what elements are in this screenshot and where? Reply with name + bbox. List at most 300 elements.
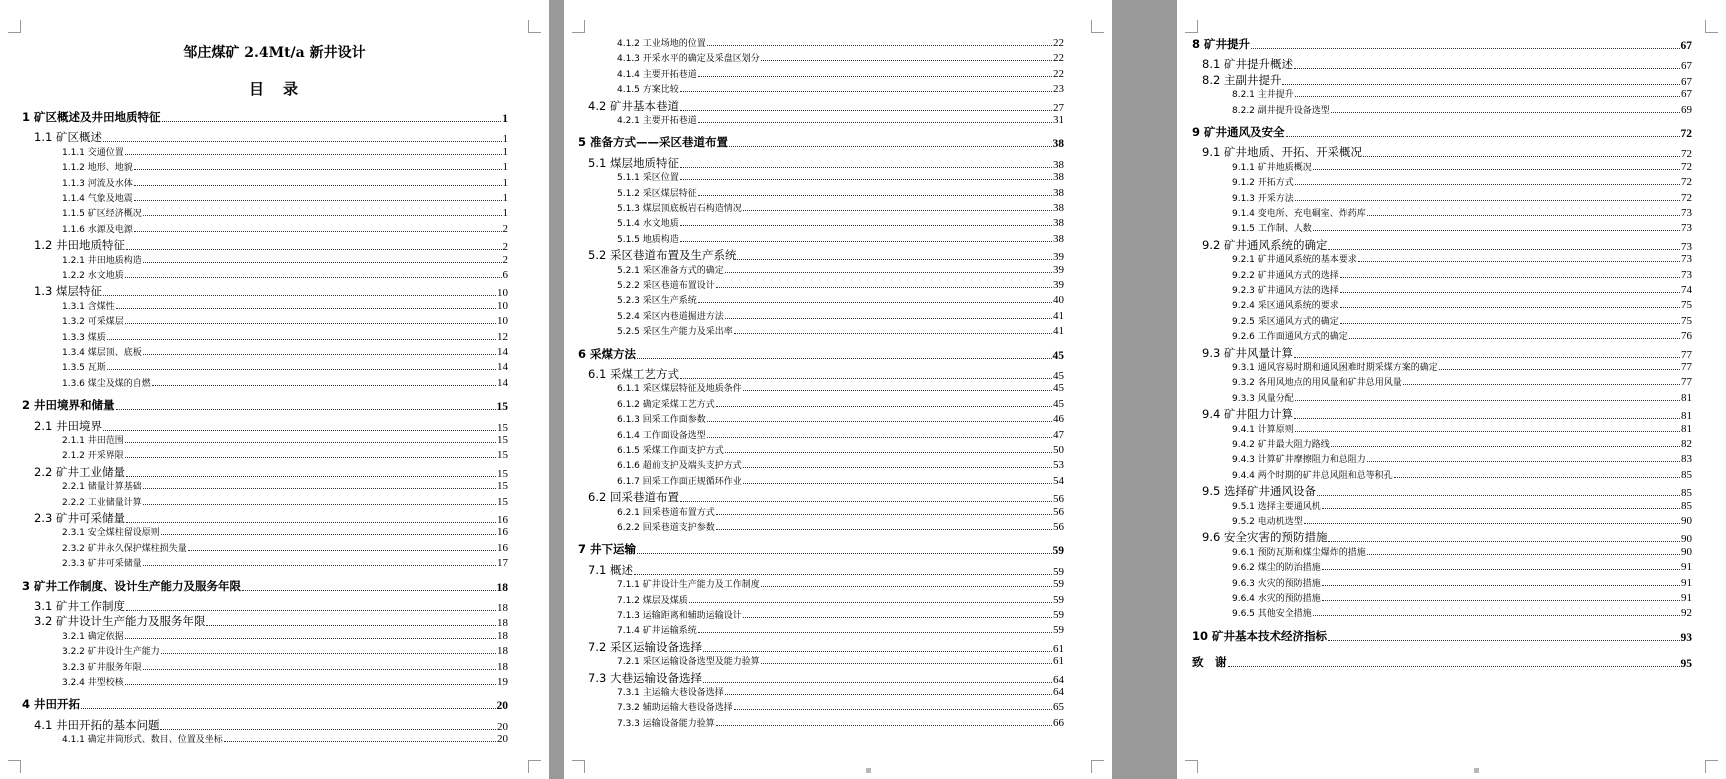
toc-entry-level-3[interactable] — [617, 505, 1064, 518]
toc-entry-level-2[interactable] — [1202, 72, 1692, 88]
dot-leader — [716, 514, 1052, 515]
crop-mark — [1705, 760, 1718, 773]
toc-entry-level-1[interactable] — [1192, 628, 1692, 644]
toc-entry-level-2[interactable] — [34, 237, 508, 253]
toc-entry-level-3[interactable] — [617, 593, 1064, 606]
toc-entry-title: 5.2.2 采区巷道布置设计 — [617, 281, 715, 291]
toc-entry-title: 5.1 煤层地质特征 — [588, 155, 679, 170]
toc-entry-title: 9.4 矿井阻力计算 — [1202, 407, 1293, 422]
dot-leader — [707, 437, 1052, 438]
crop-mark — [1091, 20, 1104, 33]
dot-leader — [1304, 523, 1680, 524]
toc-page-number: 39 — [1053, 251, 1064, 264]
toc-entry-level-2[interactable] — [588, 670, 1064, 686]
toc-entry-level-1[interactable] — [1192, 654, 1692, 670]
toc-page-number: 1 — [502, 192, 508, 204]
toc-page-number: 15 — [497, 480, 508, 493]
toc-entry-level-3[interactable] — [617, 623, 1064, 636]
dot-leader — [125, 323, 496, 324]
dot-leader — [716, 725, 1052, 726]
toc-page-number: 18 — [497, 617, 508, 630]
toc-entry-level-1[interactable] — [22, 578, 508, 594]
dot-leader — [725, 318, 1052, 319]
toc-entry-level-3[interactable] — [1232, 437, 1692, 450]
toc-entry-level-3[interactable] — [1232, 329, 1692, 342]
toc-entry-level-2[interactable] — [588, 366, 1064, 382]
crop-mark — [1705, 20, 1718, 33]
toc-entry-level-1[interactable] — [22, 696, 508, 712]
toc-entry-level-2[interactable] — [588, 639, 1064, 655]
toc-entry-level-3[interactable] — [62, 448, 508, 461]
toc-page-number: 83 — [1681, 453, 1692, 466]
toc-entry-level-3[interactable] — [617, 397, 1064, 410]
toc-page-number: 10 — [497, 287, 508, 300]
crop-mark — [1185, 760, 1198, 773]
toc-page-number: 23 — [1053, 83, 1064, 96]
dot-leader — [1363, 156, 1680, 157]
toc-entry-title: 1.1.1 交通位置 — [62, 147, 124, 158]
dot-leader — [134, 169, 502, 170]
toc-page-number: 59 — [1052, 545, 1064, 558]
toc-entry-title: 2.2.1 储量计算基础 — [62, 482, 142, 493]
dot-leader — [743, 210, 1052, 211]
toc-entry-level-3[interactable] — [62, 556, 508, 569]
toc-entry-title: 7.3.2 辅助运输大巷设备选择 — [617, 703, 733, 714]
toc-page-number: 41 — [1053, 325, 1064, 338]
dot-leader — [734, 709, 1052, 710]
toc-entry-title: 1.3.3 煤质 — [62, 332, 106, 343]
toc-entry-title: 1.3.5 瓦斯 — [62, 363, 106, 374]
toc-entry-title: 4.1.4 主要开拓巷道 — [617, 69, 697, 80]
toc-entry-title: 9.6.4 水灾的预防措施 — [1232, 594, 1321, 604]
dot-leader — [1313, 615, 1680, 616]
dot-leader — [1322, 569, 1680, 570]
toc-entry-level-3[interactable] — [1232, 268, 1692, 281]
toc-entry-title: 9.1.1 矿井地质概况 — [1232, 162, 1312, 173]
toc-entry-title: 1.1.3 河流及水体 — [62, 178, 133, 189]
toc-entry-level-3[interactable] — [617, 458, 1064, 471]
crop-mark — [1091, 760, 1104, 773]
dot-leader — [143, 262, 502, 263]
dot-leader — [126, 249, 502, 250]
toc-entry-level-1[interactable] — [578, 541, 1064, 557]
toc-entry-level-1[interactable] — [1192, 124, 1692, 140]
toc-entry-title: 9.2.5 采区通风方式的确定 — [1232, 316, 1339, 327]
toc-page-number: 41 — [1053, 309, 1064, 322]
toc-page-number: 61 — [1053, 642, 1064, 655]
toc-entry-level-3[interactable] — [1232, 422, 1692, 435]
toc-entry-title: 5.2.5 采区生产能力及采出率 — [617, 327, 733, 338]
toc-page-number: 82 — [1681, 438, 1692, 450]
toc-entry-title: 6.2.1 回采巷道布置方式 — [617, 507, 715, 518]
toc-entry-level-3[interactable] — [617, 520, 1064, 533]
toc-entry-level-3[interactable] — [1232, 221, 1692, 234]
toc-page-number: 56 — [1053, 505, 1064, 518]
toc-entry-title: 1.3.2 可采煤层 — [62, 317, 124, 328]
toc-entry-level-2[interactable] — [1202, 406, 1692, 422]
toc-entry-title: 3.2.1 确定依据 — [62, 631, 124, 642]
toc-entry-title: 1.3.6 煤尘及煤的自燃 — [62, 378, 151, 389]
dot-leader — [1349, 338, 1680, 339]
toc-entry-level-3[interactable] — [62, 145, 508, 158]
toc-page-number: 14 — [497, 376, 508, 389]
toc-entry-title: 9.3.3 风量分配 — [1232, 393, 1294, 404]
toc-page-number: 72 — [1681, 148, 1692, 161]
toc-entry-level-3[interactable] — [1232, 560, 1692, 573]
toc-entry-level-3[interactable] — [617, 263, 1064, 276]
toc-page-number: 45 — [1053, 370, 1064, 382]
toc-entry-level-3[interactable] — [617, 474, 1064, 487]
toc-page-number: 59 — [1053, 609, 1064, 621]
toc-entry-level-3[interactable] — [62, 495, 508, 508]
toc-entry-title: 6.2.2 回采巷道支护参数 — [617, 523, 715, 533]
toc-entry-title: 1.3.4 煤层顶、底板 — [62, 348, 142, 358]
toc-entry-level-3[interactable] — [617, 577, 1064, 590]
toc-page-number: 72 — [1681, 191, 1692, 204]
toc-entry-level-2[interactable] — [1202, 56, 1692, 72]
toc-entry-level-3[interactable] — [1232, 103, 1692, 116]
toc-entry-level-3[interactable] — [62, 299, 508, 312]
toc-entry-level-3[interactable] — [62, 253, 508, 266]
toc-entry-title: 6 采煤方法 — [578, 346, 637, 361]
toc-entry-level-3[interactable] — [62, 644, 508, 657]
toc-entry-level-3[interactable] — [617, 700, 1064, 713]
dot-leader — [680, 110, 1052, 111]
toc-entry-title: 6.1.4 工作面设备选型 — [617, 430, 706, 441]
dot-leader — [206, 625, 496, 626]
dot-leader — [680, 241, 1052, 242]
toc-entry-title: 7.3 大巷运输设备选择 — [588, 670, 702, 685]
toc-page-number: 67 — [1680, 40, 1692, 52]
dot-leader — [126, 610, 496, 611]
toc-entry-level-3[interactable] — [1232, 499, 1692, 512]
toc-entry-title: 8 矿井提升 — [1192, 37, 1251, 51]
toc-entry-level-3[interactable] — [1232, 191, 1692, 204]
toc-entry-level-2[interactable] — [34, 717, 508, 733]
toc-entry-level-1[interactable] — [578, 346, 1064, 362]
toc-entry-level-3[interactable] — [1232, 514, 1692, 527]
toc-entry-level-1[interactable] — [578, 134, 1064, 150]
toc-entry-level-3[interactable] — [1232, 360, 1692, 373]
toc-entry-level-3[interactable] — [1232, 591, 1692, 604]
toc-entry-title: 8.2.1 主井提升 — [1232, 90, 1294, 101]
dot-leader — [1322, 600, 1680, 601]
toc-entry-title: 9.1.2 开拓方式 — [1232, 178, 1294, 189]
dot-leader — [707, 45, 1052, 46]
crop-mark — [1185, 20, 1198, 33]
dot-leader — [107, 369, 496, 370]
toc-page-number: 19 — [497, 676, 508, 688]
toc-page-number: 18 — [496, 581, 508, 594]
toc-entry-title: 2.1.2 开采界限 — [62, 451, 124, 462]
toc-entry-level-3[interactable] — [62, 525, 508, 538]
toc-page-number: 59 — [1053, 578, 1064, 591]
dot-leader — [1294, 68, 1680, 69]
toc-entry-level-2[interactable] — [588, 489, 1064, 505]
toc-entry-level-1[interactable] — [22, 109, 508, 125]
toc-entry-title: 4 井田开拓 — [22, 697, 81, 712]
toc-entry-level-3[interactable] — [617, 654, 1064, 667]
dot-leader — [743, 390, 1052, 391]
dot-leader — [1294, 357, 1680, 358]
toc-entry-level-3[interactable] — [62, 206, 508, 219]
toc-page-number: 91 — [1681, 592, 1692, 604]
toc-entry-title: 1.1.2 地形、地貌 — [62, 163, 133, 174]
toc-entry-level-3[interactable] — [1232, 468, 1692, 481]
toc-page-number: 64 — [1053, 673, 1064, 686]
toc-entry-level-3[interactable] — [62, 360, 508, 373]
toc-entry-level-3[interactable] — [1232, 87, 1692, 100]
dot-leader — [761, 586, 1052, 587]
toc-entry-title: 1.1.4 气象及地震 — [62, 194, 133, 204]
toc-entry-level-3[interactable] — [62, 345, 508, 358]
toc-entry-title: 9.4.4 两个时期的矿井总风阻和总等积孔 — [1232, 470, 1393, 481]
toc-entry-level-2[interactable] — [588, 98, 1064, 114]
toc-entry-level-3[interactable] — [62, 268, 508, 281]
toc-page-number: 45 — [1053, 397, 1064, 410]
toc-entry-level-3[interactable] — [617, 113, 1064, 126]
toc-entry-level-3[interactable] — [617, 293, 1064, 306]
toc-entry-title: 2.3.1 安全煤柱留设原则 — [62, 528, 160, 539]
toc-entry-level-3[interactable] — [617, 232, 1064, 245]
dot-leader — [125, 684, 496, 685]
toc-entry-level-3[interactable] — [1232, 545, 1692, 558]
toc-entry-level-3[interactable] — [62, 160, 508, 173]
toc-entry-title: 6.2 回采巷道布置 — [588, 490, 679, 505]
toc-entry-level-3[interactable] — [617, 428, 1064, 441]
toc-entry-level-3[interactable] — [617, 216, 1064, 229]
toc-entry-level-3[interactable] — [617, 324, 1064, 337]
toc-entry-level-3[interactable] — [1232, 576, 1692, 589]
toc-entry-title: 7 井下运输 — [578, 542, 637, 557]
toc-entry-title: 9.5 选择矿井通风设备 — [1202, 484, 1316, 499]
toc-entry-level-3[interactable] — [1232, 391, 1692, 404]
toc-heading: 目 录 — [248, 80, 300, 98]
toc-entry-level-2[interactable] — [34, 598, 508, 614]
dot-leader — [1322, 508, 1680, 509]
dot-leader — [1367, 461, 1680, 462]
dot-leader — [1322, 585, 1680, 586]
dot-leader — [1286, 136, 1680, 137]
toc-entry-level-3[interactable] — [1232, 375, 1692, 388]
toc-page-number: 45 — [1053, 382, 1064, 395]
toc-page-number: 59 — [1053, 565, 1064, 578]
toc-entry-level-3[interactable] — [1232, 298, 1692, 311]
toc-page-number: 38 — [1053, 158, 1064, 171]
toc-entry-level-3[interactable] — [617, 685, 1064, 698]
dot-leader — [143, 565, 496, 566]
toc-entry-level-3[interactable] — [62, 629, 508, 642]
toc-entry-level-3[interactable] — [617, 443, 1064, 456]
toc-entry-level-3[interactable] — [62, 541, 508, 554]
toc-page-number: 38 — [1052, 138, 1064, 151]
toc-entry-title: 7.2.1 采区运输设备选型及能力验算 — [617, 657, 760, 668]
crop-mark — [528, 760, 541, 773]
dot-leader — [680, 91, 1052, 92]
toc-entry-title: 9.1 矿井地质、开拓、开采概况 — [1202, 145, 1362, 160]
toc-entry-level-3[interactable] — [617, 36, 1064, 49]
toc-entry-level-2[interactable] — [34, 418, 508, 434]
toc-page-number: 18 — [497, 645, 508, 658]
toc-entry-title: 8.2 主副井提升 — [1202, 72, 1282, 87]
toc-page-number: 18 — [497, 660, 508, 673]
toc-entry-title: 5.2 采区巷道布置及生产系统 — [588, 248, 737, 263]
dot-leader — [1313, 230, 1680, 231]
toc-entry-level-3[interactable] — [62, 176, 508, 189]
toc-page-number: 74 — [1681, 284, 1692, 296]
toc-entry-level-3[interactable] — [617, 51, 1064, 64]
toc-entry-level-3[interactable] — [62, 376, 508, 389]
dot-leader — [1367, 554, 1680, 555]
dot-leader — [125, 442, 496, 443]
toc-entry-level-3[interactable] — [617, 170, 1064, 183]
toc-entry-title: 9.3.2 各用风地点的用风量和矿井总用风量 — [1232, 378, 1402, 389]
dot-leader — [152, 385, 496, 386]
toc-page-number: 1 — [502, 113, 508, 125]
toc-entry-level-3[interactable] — [617, 186, 1064, 199]
toc-page-number: 1 — [502, 161, 508, 174]
toc-entry-level-2[interactable] — [588, 247, 1064, 263]
toc-page-number: 6 — [502, 269, 508, 281]
toc-entry-level-3[interactable] — [62, 433, 508, 446]
toc-entry-level-3[interactable] — [1232, 175, 1692, 188]
toc-entry-level-3[interactable] — [62, 222, 508, 235]
toc-entry-level-3[interactable] — [617, 608, 1064, 621]
dot-leader — [1340, 323, 1680, 324]
toc-entry-title: 9.2.1 矿井通风系统的基本要求 — [1232, 255, 1357, 266]
toc-page-number: 38 — [1053, 217, 1064, 230]
toc-page-number: 1 — [502, 145, 508, 158]
toc-entry-level-3[interactable] — [62, 660, 508, 673]
dot-leader — [242, 590, 495, 591]
toc-entry-level-3[interactable] — [1232, 452, 1692, 465]
toc-entry-level-3[interactable] — [62, 675, 508, 688]
dot-leader — [161, 653, 496, 654]
dot-leader — [743, 617, 1052, 618]
toc-entry-level-2[interactable] — [588, 155, 1064, 171]
toc-page-number: 75 — [1681, 314, 1692, 327]
toc-entry-title: 9.1.3 开采方法 — [1232, 193, 1294, 204]
toc-entry-level-2[interactable] — [1202, 483, 1692, 499]
toc-entry-level-2[interactable] — [34, 129, 508, 145]
dot-leader — [734, 333, 1052, 334]
toc-entry-level-2[interactable] — [34, 613, 508, 629]
toc-page-number: 18 — [497, 602, 508, 614]
toc-entry-title: 9.3.1 通风容易时期和通风困难时期采煤方案的确定 — [1232, 363, 1438, 373]
toc-entry-level-3[interactable] — [62, 314, 508, 327]
toc-entry-title: 1.2 井田地质特征 — [34, 238, 125, 253]
toc-entry-level-1[interactable] — [22, 397, 508, 413]
dot-leader — [1295, 200, 1680, 201]
toc-page-number: 47 — [1053, 428, 1064, 441]
toc-entry-title: 3.2 矿井设计生产能力及服务年限 — [34, 614, 206, 629]
crop-mark — [8, 20, 21, 33]
toc-page-number: 20 — [496, 700, 508, 713]
toc-entry-level-3[interactable] — [62, 732, 508, 745]
toc-entry-level-3[interactable] — [617, 381, 1064, 394]
toc-page-number: 73 — [1681, 268, 1692, 281]
toc-entry-level-3[interactable] — [1232, 160, 1692, 173]
dot-leader — [1295, 400, 1680, 401]
toc-page-number: 77 — [1681, 376, 1692, 389]
toc-entry-level-2[interactable] — [34, 510, 508, 526]
dot-leader — [680, 501, 1052, 502]
toc-entry-level-3[interactable] — [1232, 606, 1692, 619]
toc-entry-level-1[interactable] — [1192, 36, 1692, 52]
toc-page-number: 91 — [1681, 576, 1692, 589]
toc-entry-level-2[interactable] — [588, 562, 1064, 578]
toc-entry-level-3[interactable] — [1232, 206, 1692, 219]
toc-entry-title: 9.4.2 矿井最大阻力路线 — [1232, 440, 1330, 450]
toc-page-number: 15 — [497, 449, 508, 462]
toc-entry-level-3[interactable] — [1232, 283, 1692, 296]
toc-page-number: 16 — [497, 541, 508, 554]
toc-entry-title: 5.2.1 采区准备方式的确定 — [617, 265, 724, 276]
toc-entry-level-3[interactable] — [617, 67, 1064, 80]
toc-entry-title: 7.1.4 矿井运输系统 — [617, 626, 697, 637]
toc-entry-level-3[interactable] — [62, 330, 508, 343]
toc-entry-title: 7.1.1 矿井设计生产能力及工作制度 — [617, 580, 760, 591]
dot-leader — [743, 483, 1052, 484]
toc-entry-level-2[interactable] — [1202, 144, 1692, 160]
toc-page-number: 85 — [1681, 499, 1692, 512]
toc-page-number: 67 — [1681, 88, 1692, 101]
toc-entry-title: 6.1.7 回采工作面正规循环作业 — [617, 476, 742, 487]
toc-entry-level-3[interactable] — [617, 309, 1064, 322]
dot-leader — [107, 339, 496, 340]
toc-entry-level-3[interactable] — [617, 82, 1064, 95]
dot-leader — [703, 651, 1052, 652]
toc-entry-title: 1.1.6 水源及电源 — [62, 224, 133, 235]
toc-entry-title: 2.1 井田境界 — [34, 418, 102, 433]
toc-entry-title: 4.1.5 方案比较 — [617, 85, 679, 96]
toc-entry-level-3[interactable] — [1232, 252, 1692, 265]
page-marker — [866, 768, 871, 773]
toc-page-number: 15 — [497, 467, 508, 480]
toc-page-number: 2 — [502, 241, 508, 254]
toc-entry-level-2[interactable] — [1202, 529, 1692, 545]
toc-entry-level-3[interactable] — [617, 716, 1064, 729]
dot-leader — [680, 378, 1052, 379]
dot-leader — [1251, 48, 1679, 49]
toc-entry-level-2[interactable] — [34, 283, 508, 299]
toc-entry-level-3[interactable] — [617, 201, 1064, 214]
dot-leader — [698, 76, 1052, 77]
toc-entry-level-2[interactable] — [1202, 237, 1692, 253]
toc-page-number: 90 — [1681, 515, 1692, 527]
toc-entry-level-3[interactable] — [62, 191, 508, 204]
toc-entry-title: 9.5.2 电动机选型 — [1232, 517, 1303, 527]
toc-entry-level-2[interactable] — [1202, 345, 1692, 361]
toc-entry-level-3[interactable] — [617, 412, 1064, 425]
toc-entry-level-3[interactable] — [62, 479, 508, 492]
toc-entry-title: 10 矿井基本技术经济指标 — [1192, 628, 1328, 643]
toc-page-number: 22 — [1053, 37, 1064, 49]
toc-page-number: 2 — [502, 253, 508, 266]
toc-page-number: 50 — [1053, 444, 1064, 456]
dot-leader — [698, 632, 1052, 633]
toc-entry-level-2[interactable] — [34, 464, 508, 480]
toc-page-number: 14 — [497, 361, 508, 374]
dot-leader — [116, 409, 496, 410]
toc-page-number: 67 — [1681, 60, 1692, 73]
dot-leader — [143, 354, 496, 355]
toc-page-number: 59 — [1053, 593, 1064, 606]
toc-entry-level-3[interactable] — [1232, 314, 1692, 327]
toc-entry-title: 1.2.2 水文地质 — [62, 271, 124, 281]
toc-page-number: 59 — [1053, 624, 1064, 637]
toc-entry-level-3[interactable] — [617, 278, 1064, 291]
